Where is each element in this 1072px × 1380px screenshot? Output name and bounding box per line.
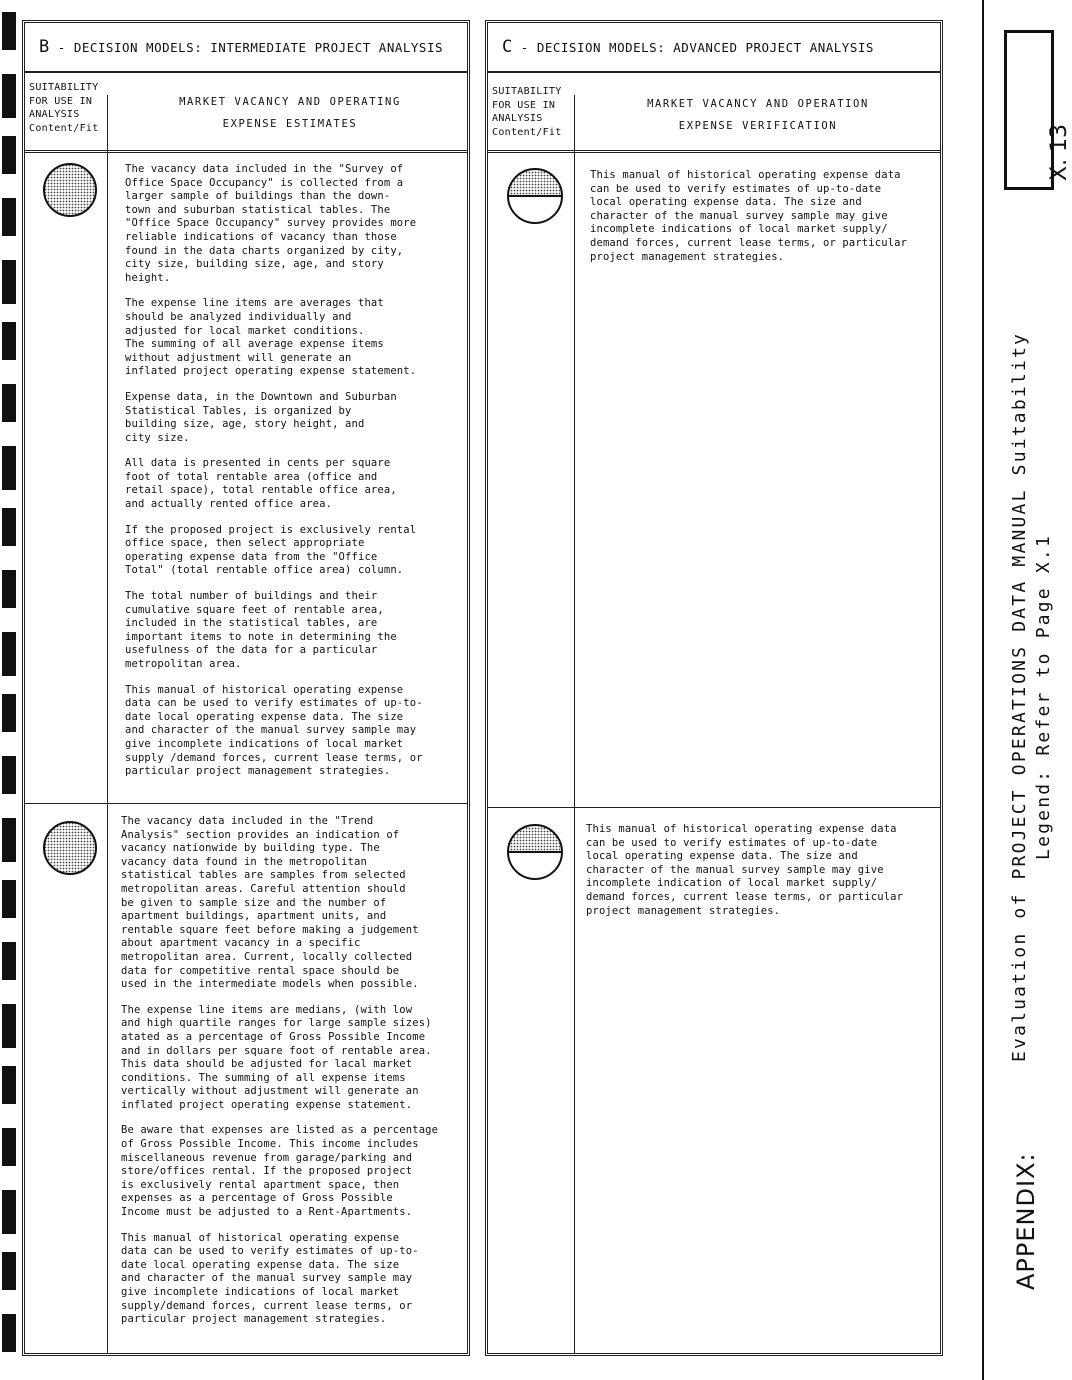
text-line: character of the manual survey sample may give: [590, 209, 888, 222]
section-text: [590, 169, 907, 276]
text-line: The expense line items are medians, (with low: [121, 1003, 413, 1016]
sidebar-legend-line: Legend: Refer to Page X.1: [1033, 534, 1054, 860]
binding-hole: [2, 694, 16, 732]
text-line: statistical tables are samples from selected: [121, 869, 406, 882]
text-line: date local operating expense data. The size: [125, 710, 404, 723]
column-heading-line: EXPENSE ESTIMATES: [222, 118, 358, 130]
text-line: building size, age, story height, and: [125, 418, 365, 431]
text-line: give incomplete indications of local market: [121, 1286, 400, 1298]
row-divider: [25, 803, 467, 804]
appendix-label: APPENDIX:: [1012, 1152, 1040, 1290]
text-line: This manual of historical operating expense: [125, 683, 404, 696]
text-line: character of the manual survey sample may give: [586, 863, 884, 876]
text-line: supply /demand forces, current lease terms, or: [125, 751, 423, 764]
text-line: without adjustment will generate an: [125, 351, 352, 364]
text-line: All data is presented in cents per square: [125, 457, 391, 470]
text-line: about apartment vacancy in a specific: [121, 937, 361, 950]
column-heading-line: MARKET VACANCY AND OPERATING: [179, 96, 401, 108]
suitability-line: FOR USE IN: [492, 99, 556, 111]
text-line: reliable indications of vacancy than those: [125, 230, 397, 243]
suitability-label: [29, 81, 107, 135]
binding-hole: [2, 1066, 16, 1104]
paragraph: [125, 590, 423, 672]
header-row: [488, 73, 940, 153]
suitability-half-circle-icon: [504, 165, 566, 231]
text-line: and actually rented office area.: [125, 498, 333, 511]
binding-hole: [2, 1252, 16, 1290]
binding-hole: [2, 570, 16, 608]
page-number-box: [1004, 30, 1072, 190]
text-line: date local operating expense data. The size: [121, 1258, 400, 1271]
text-line: cumulative square feet of rentable area,: [125, 603, 384, 616]
text-line: give incomplete indications of local market: [125, 737, 404, 750]
paragraph: [125, 391, 423, 445]
text-line: metropolitan area. Current, locally collected: [121, 950, 413, 963]
text-line: office space, then select appropriate: [125, 537, 365, 550]
text-line: be given to sample size and the number of: [121, 896, 387, 909]
suitability-half-circle-icon: [504, 821, 566, 887]
column-heading-line: MARKET VACANCY AND OPERATION: [647, 98, 869, 110]
text-line: Be aware that expenses are listed as a percentage: [121, 1124, 439, 1137]
binding-hole: [2, 260, 16, 304]
suitability-line: Content/Fit: [29, 122, 99, 134]
suitability-line: FOR USE IN: [29, 95, 93, 107]
binding-hole: [2, 384, 16, 422]
text-line: can be used to verify estimates of up-to-date: [590, 182, 882, 195]
text-line: adjusted for local market conditions.: [125, 324, 365, 337]
row-divider: [488, 807, 940, 808]
text-line: Statistical Tables, is organized by: [125, 404, 352, 417]
text-line: expenses as a percentage of Gross Possible: [121, 1192, 393, 1205]
text-line: particular project management strategies.: [121, 1313, 387, 1326]
text-line: supply/demand forces, current lease terms, or: [121, 1299, 413, 1312]
binding-hole: [2, 818, 16, 862]
text-line: data can be used to verify estimates of up-to-: [125, 697, 423, 710]
text-line: Office Space Occupancy" is collected from a: [125, 176, 404, 189]
panel-title: [25, 23, 467, 73]
text-line: The total number of buildings and their: [125, 590, 378, 603]
text-line: should be analyzed individually and: [125, 310, 352, 323]
suitability-full-circle-icon: [41, 819, 99, 881]
suitability-full-circle-icon: [41, 161, 99, 223]
paragraph: [121, 1004, 438, 1113]
text-line: "Office Space Occupancy" survey provides more: [125, 217, 417, 230]
paragraph: [121, 1232, 438, 1327]
paragraph: [590, 169, 907, 264]
panel-letter: B: [39, 37, 50, 57]
paragraph: [125, 297, 423, 379]
text-line: local operating expense data. The size and: [586, 850, 858, 863]
column-heading: [578, 93, 938, 137]
text-line: can be used to verify estimates of up-to-date: [586, 836, 878, 849]
text-line: is exclusively rental apartment space, then: [121, 1178, 400, 1191]
text-line: inflated project operating expense statement.: [125, 365, 417, 378]
suitability-label: [492, 85, 570, 139]
panel-advanced-analysis: [485, 20, 943, 1356]
paragraph: [125, 163, 423, 285]
text-line: city size.: [125, 431, 190, 444]
text-line: This manual of historical operating expense data: [590, 169, 901, 181]
binding-hole: [2, 12, 16, 50]
column-divider: [107, 95, 108, 1353]
panel-intermediate-analysis: [22, 20, 470, 1356]
paragraph: [125, 684, 423, 779]
text-line: This manual of historical operating expense: [121, 1231, 400, 1244]
text-line: included in the statistical tables, are: [125, 617, 378, 630]
paragraph: [125, 457, 423, 511]
text-line: of Gross Possible Income. This income includes: [121, 1138, 419, 1151]
paragraph: [121, 815, 438, 992]
text-line: project management strategies.: [586, 904, 781, 917]
text-line: Expense data, in the Downtown and Suburban: [125, 390, 397, 403]
column-divider: [574, 95, 575, 1353]
header-row: [25, 73, 467, 153]
panel-title-text: - DECISION MODELS: ADVANCED PROJECT ANALYSIS: [512, 40, 874, 55]
suitability-line: ANALYSIS: [29, 109, 80, 120]
text-line: larger sample of buildings than the down-: [125, 190, 391, 203]
suitability-line: Content/Fit: [492, 126, 562, 138]
text-line: vacancy data found in the metropolitan: [121, 855, 367, 868]
text-line: Income must be adjusted to a Rent-Apartments.: [121, 1206, 413, 1219]
paragraph: [586, 823, 903, 918]
text-line: city size, building size, age, and story: [125, 258, 384, 271]
text-line: The vacancy data included in the "Survey of: [125, 163, 404, 175]
suitability-line: SUITABILITY: [29, 82, 99, 93]
text-line: metropolitan areas. Careful attention should: [121, 882, 406, 895]
text-line: foot of total rentable area (office and: [125, 470, 378, 483]
text-line: and in dollars per square foot of rentable area.: [121, 1044, 432, 1057]
text-line: used in the intermediate models when possible.: [121, 978, 419, 991]
paragraph: [125, 524, 423, 578]
text-line: important items to note in determining the: [125, 630, 397, 643]
section-text: [125, 163, 423, 791]
binding-hole: [2, 508, 16, 546]
text-line: This data should be adjusted for lacal market: [121, 1058, 413, 1071]
text-line: data can be used to verify estimates of up-to-: [121, 1245, 419, 1258]
text-line: demand forces, current lease terms, or particular: [590, 236, 908, 249]
panel-letter: C: [502, 37, 513, 57]
text-line: incomplete indication of local market supply/: [586, 877, 878, 890]
text-line: metropolitan area.: [125, 658, 242, 670]
text-line: conditions. The summing of all expense items: [121, 1071, 406, 1084]
text-line: If the proposed project is exclusively rental: [125, 523, 417, 536]
page-number: X. 13: [1047, 123, 1072, 181]
text-line: town and suburban statistical tables. The: [125, 203, 391, 216]
binding-hole: [2, 942, 16, 980]
binding-hole: [2, 1128, 16, 1166]
text-line: Total" (total rentable office area) column.: [125, 564, 404, 577]
column-heading-line: EXPENSE VERIFICATION: [678, 120, 838, 132]
text-line: vacancy nationwide by building type. The: [121, 842, 380, 855]
text-line: and character of the manual survey sample may: [121, 1272, 413, 1285]
column-heading: [115, 91, 465, 135]
text-line: miscellaneous revenue from garage/parking and: [121, 1151, 413, 1164]
binding-hole: [2, 446, 16, 490]
binding-hole: [2, 198, 16, 236]
margin-rule: [982, 0, 984, 1380]
panel-title: [488, 23, 940, 73]
suitability-line: SUITABILITY: [492, 86, 562, 97]
binding-hole: [2, 1314, 16, 1352]
sidebar-title-line: Evaluation of PROJECT OPERATIONS DATA MANUAL Suitability: [1009, 331, 1030, 1062]
text-line: retail space), total rentable office area,: [125, 484, 397, 497]
text-line: The vacancy data included in the "Trend: [121, 815, 374, 827]
text-line: This manual of historical operating expense data: [586, 823, 897, 835]
text-line: and character of the manual survey sample may: [125, 724, 417, 737]
text-line: The expense line items are averages that: [125, 297, 384, 310]
binding-hole: [2, 1190, 16, 1234]
text-line: apartment buildings, apartment units, and: [121, 910, 387, 923]
panel-title-text: - DECISION MODELS: INTERMEDIATE PROJECT ANALYSIS: [49, 40, 444, 55]
text-line: demand forces, current lease terms, or particular: [586, 890, 904, 903]
section-text: [586, 823, 903, 930]
text-line: operating expense data from the "Office: [125, 550, 378, 563]
text-line: usefulness of the data for a particular: [125, 644, 378, 657]
text-line: Analysis" section provides an indication of: [121, 828, 400, 841]
text-line: height.: [125, 271, 171, 284]
binding-hole: [2, 74, 16, 118]
binding-hole: [2, 632, 16, 676]
suitability-line: ANALYSIS: [492, 113, 543, 124]
paragraph: [121, 1124, 438, 1219]
binding-hole: [2, 322, 16, 360]
text-line: project management strategies.: [590, 250, 785, 263]
binding-hole: [2, 756, 16, 794]
text-line: incomplete indications of local market supply/: [590, 223, 888, 236]
text-line: inflated project operating expense statement.: [121, 1098, 413, 1111]
text-line: local operating expense data. The size and: [590, 196, 862, 209]
text-line: rentable square feet before making a judgement: [121, 923, 419, 936]
text-line: and high quartile ranges for large sample sizes): [121, 1017, 432, 1030]
section-text: [121, 815, 438, 1339]
sidebar-title: [1008, 332, 1056, 1062]
text-line: store/offices rental. If the proposed project: [121, 1165, 413, 1178]
text-line: particular project management strategies.: [125, 765, 391, 778]
text-line: atated as a percentage of Gross Possible Income: [121, 1030, 426, 1043]
text-line: data for competitive rental space should be: [121, 964, 400, 977]
binding-hole: [2, 880, 16, 918]
text-line: The summing of all average expense items: [125, 338, 384, 351]
binding-hole: [2, 1004, 16, 1048]
text-line: found in the data charts organized by city,: [125, 244, 404, 257]
text-line: vertically without adjustment will generate an: [121, 1085, 419, 1098]
binding-hole: [2, 136, 16, 174]
